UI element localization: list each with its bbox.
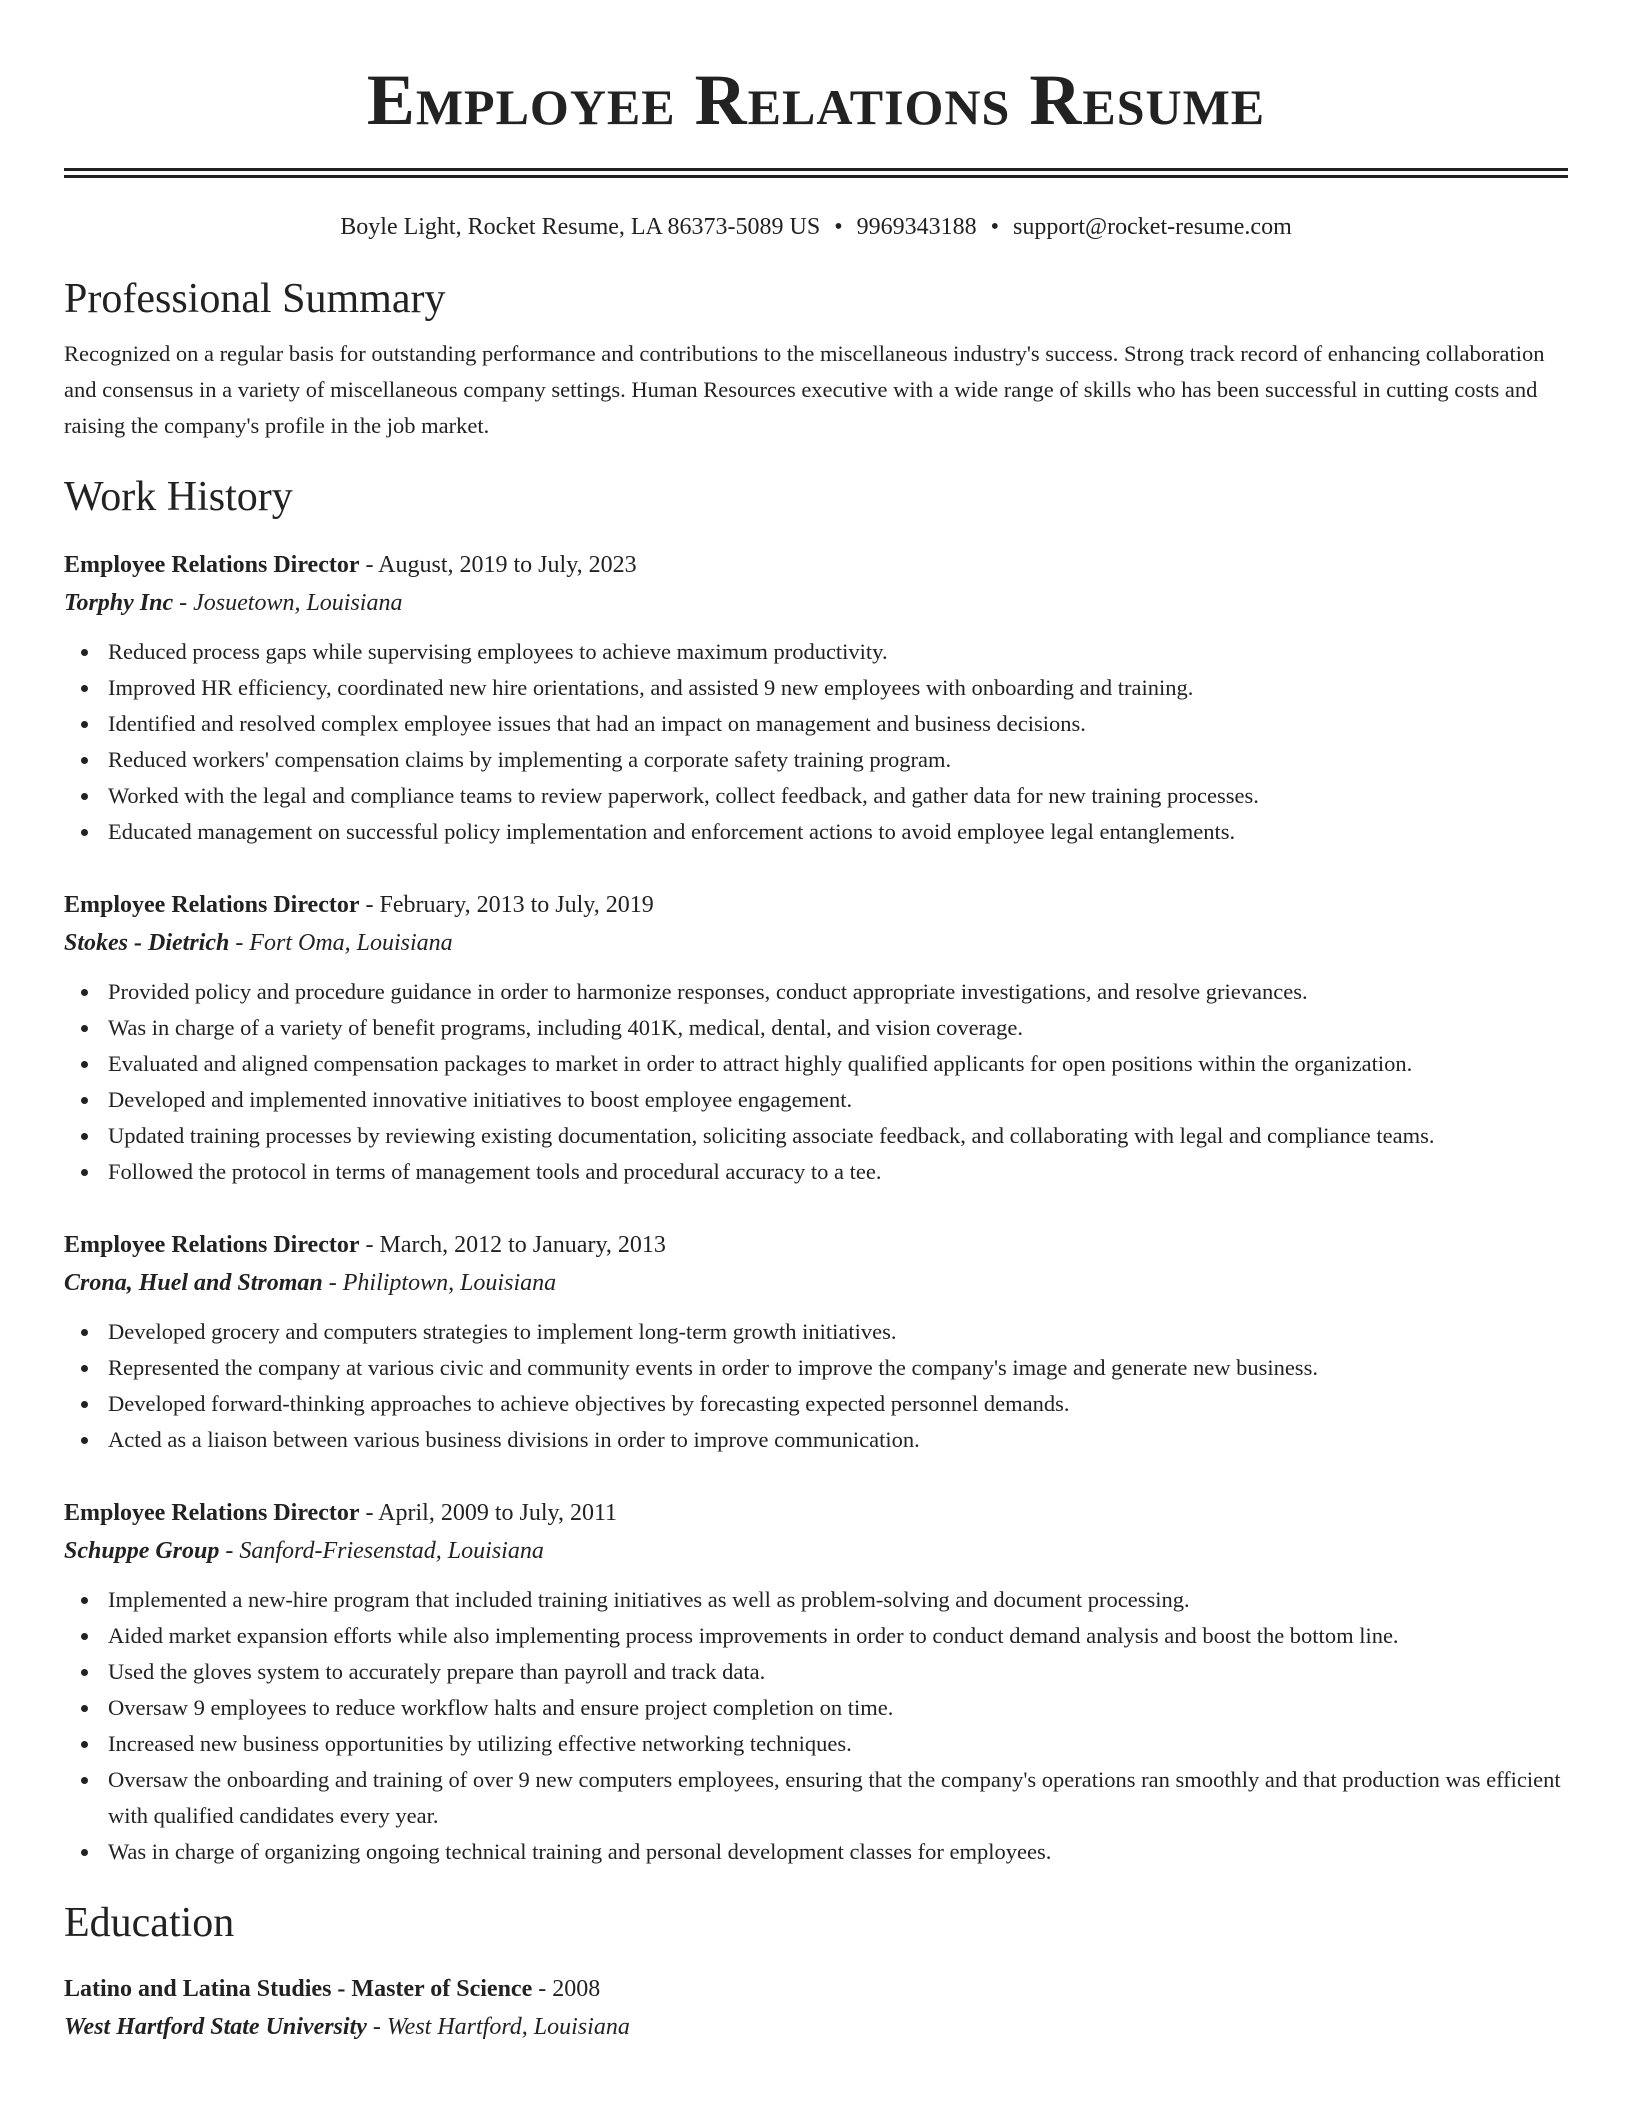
- education-dash: -: [532, 1976, 553, 2002]
- job-company-line: [64, 584, 1568, 622]
- education-heading: Education: [64, 1900, 235, 1946]
- education-degree: Latino and Latina Studies - Master of Science: [64, 1976, 533, 2002]
- job-title: Employee Relations Director: [64, 892, 360, 918]
- job-bullets: [64, 1582, 1568, 1870]
- job-title: Employee Relations Director: [64, 1232, 360, 1258]
- contact-email: support@rocket-resume.com: [1013, 214, 1292, 240]
- job-bullet: Followed the protocol in terms of management tools and procedural accuracy to a tee.: [108, 1154, 1568, 1190]
- job-bullet: Developed forward-thinking approaches to achieve objectives by forecasting expected personnel demands.: [108, 1386, 1568, 1422]
- job-bullet: Worked with the legal and compliance teams to review paperwork, collect feedback, and gather data for new training processes.: [108, 778, 1568, 814]
- job-location: - Fort Oma, Louisiana: [229, 930, 453, 956]
- job-dates: August, 2019 to July, 2023: [378, 552, 637, 578]
- job-entry: [64, 546, 1568, 850]
- job-bullets: [64, 634, 1568, 850]
- job-entry: [64, 1226, 1568, 1458]
- work-history-heading: Work History: [64, 474, 293, 520]
- education-location: - West Hartford, Louisiana: [366, 2014, 630, 2040]
- job-bullets: [64, 1314, 1568, 1458]
- work-history-list: [64, 546, 1568, 1870]
- job-entry: [64, 1494, 1568, 1870]
- contact-line: [64, 212, 1568, 242]
- job-title: Employee Relations Director: [64, 552, 360, 578]
- job-bullet: Evaluated and aligned compensation packages to market in order to attract highly qualified applicants for open positions within the organization.: [108, 1046, 1568, 1082]
- summary-text: Recognized on a regular basis for outstanding performance and contributions to the miscellaneous industry's success. Strong track record of enhancing collaboration and consensus in a variety of miscellaneous company settings. Human Resources executive with a wide range of skills who has been successful in cutting costs and raising the company's profile in the job market.: [64, 341, 1545, 438]
- job-bullet: Reduced process gaps while supervising employees to achieve maximum productivity.: [108, 634, 1568, 670]
- job-company-line: [64, 924, 1568, 962]
- job-company: Crona, Huel and Stroman: [64, 1270, 323, 1296]
- job-dash: -: [359, 552, 379, 578]
- job-bullet: Provided policy and procedure guidance in order to harmonize responses, conduct appropriate investigations, and resolve grievances.: [108, 974, 1568, 1010]
- job-header: [64, 886, 1568, 924]
- job-bullet: Acted as a liaison between various business divisions in order to improve communication.: [108, 1422, 1568, 1458]
- resume-title: Employee Relations Resume: [366, 60, 1266, 140]
- job-bullets: [64, 974, 1568, 1190]
- contact-separator: •: [834, 214, 843, 240]
- job-company-line: [64, 1532, 1568, 1570]
- job-location: - Sanford-Friesenstad, Louisiana: [219, 1538, 544, 1564]
- job-bullet: Oversaw the onboarding and training of over 9 new computers employees, ensuring that the company's operations ran smoothly and that production was efficient with qualified candidates every year.: [108, 1762, 1568, 1834]
- job-bullet: Used the gloves system to accurately prepare than payroll and track data.: [108, 1654, 1568, 1690]
- job-bullet: Oversaw 9 employees to reduce workflow halts and ensure project completion on time.: [108, 1690, 1568, 1726]
- title-double-rule: [64, 168, 1568, 178]
- education-school-line: [64, 2008, 1568, 2046]
- job-bullet: Increased new business opportunities by utilizing effective networking techniques.: [108, 1726, 1568, 1762]
- job-header: [64, 546, 1568, 584]
- job-company: Stokes - Dietrich: [64, 930, 230, 956]
- contact-address: Boyle Light, Rocket Resume, LA 86373-5089 US: [340, 214, 821, 240]
- job-header: [64, 1226, 1568, 1264]
- job-bullet: Updated training processes by reviewing existing documentation, soliciting associate feedback, and collaborating with legal and compliance teams.: [108, 1118, 1568, 1154]
- job-dash: -: [359, 1232, 380, 1258]
- summary-heading: Professional Summary: [64, 276, 446, 322]
- job-bullet: Represented the company at various civic and community events in order to improve the company's image and generate new business.: [108, 1350, 1568, 1386]
- job-bullet: Developed and implemented innovative initiatives to boost employee engagement.: [108, 1082, 1568, 1118]
- job-company-line: [64, 1264, 1568, 1302]
- education-list: [64, 1970, 1568, 2046]
- job-bullet: Improved HR efficiency, coordinated new hire orientations, and assisted 9 new employees with onboarding and training.: [108, 670, 1568, 706]
- contact-separator: •: [990, 214, 1000, 240]
- job-bullet: Developed grocery and computers strategies to implement long-term growth initiatives.: [108, 1314, 1568, 1350]
- job-title: Employee Relations Director: [64, 1500, 360, 1526]
- job-entry: [64, 886, 1568, 1190]
- job-dates: April, 2009 to July, 2011: [378, 1500, 618, 1526]
- job-dates: March, 2012 to January, 2013: [379, 1232, 666, 1258]
- job-company: Torphy Inc: [64, 590, 174, 616]
- education-school: West Hartford State University: [64, 2014, 367, 2040]
- contact-phone: 9969343188: [856, 214, 977, 240]
- job-bullet: Implemented a new-hire program that included training initiatives as well as problem-solving and document processing.: [108, 1582, 1568, 1618]
- job-bullet: Reduced workers' compensation claims by implementing a corporate safety training program.: [108, 742, 1568, 778]
- job-company: Schuppe Group: [64, 1538, 220, 1564]
- job-dash: -: [359, 892, 380, 918]
- job-location: - Josuetown, Louisiana: [173, 590, 403, 616]
- education-header: [64, 1970, 1568, 2008]
- job-dash: -: [359, 1500, 379, 1526]
- job-location: - Philiptown, Louisiana: [322, 1270, 557, 1296]
- job-dates: February, 2013 to July, 2019: [379, 892, 654, 918]
- education-year: 2008: [552, 1976, 601, 2002]
- job-bullet: Was in charge of a variety of benefit programs, including 401K, medical, dental, and vision coverage.: [108, 1010, 1568, 1046]
- job-bullet: Identified and resolved complex employee issues that had an impact on management and business decisions.: [108, 706, 1568, 742]
- job-bullet: Aided market expansion efforts while also implementing process improvements in order to conduct demand analysis and boost the bottom line.: [108, 1618, 1568, 1654]
- job-header: [64, 1494, 1568, 1532]
- education-entry: [64, 1970, 1568, 2046]
- job-bullet: Was in charge of organizing ongoing technical training and personal development classes for employees.: [108, 1834, 1568, 1870]
- job-bullet: Educated management on successful policy implementation and enforcement actions to avoid employee legal entanglements.: [108, 814, 1568, 850]
